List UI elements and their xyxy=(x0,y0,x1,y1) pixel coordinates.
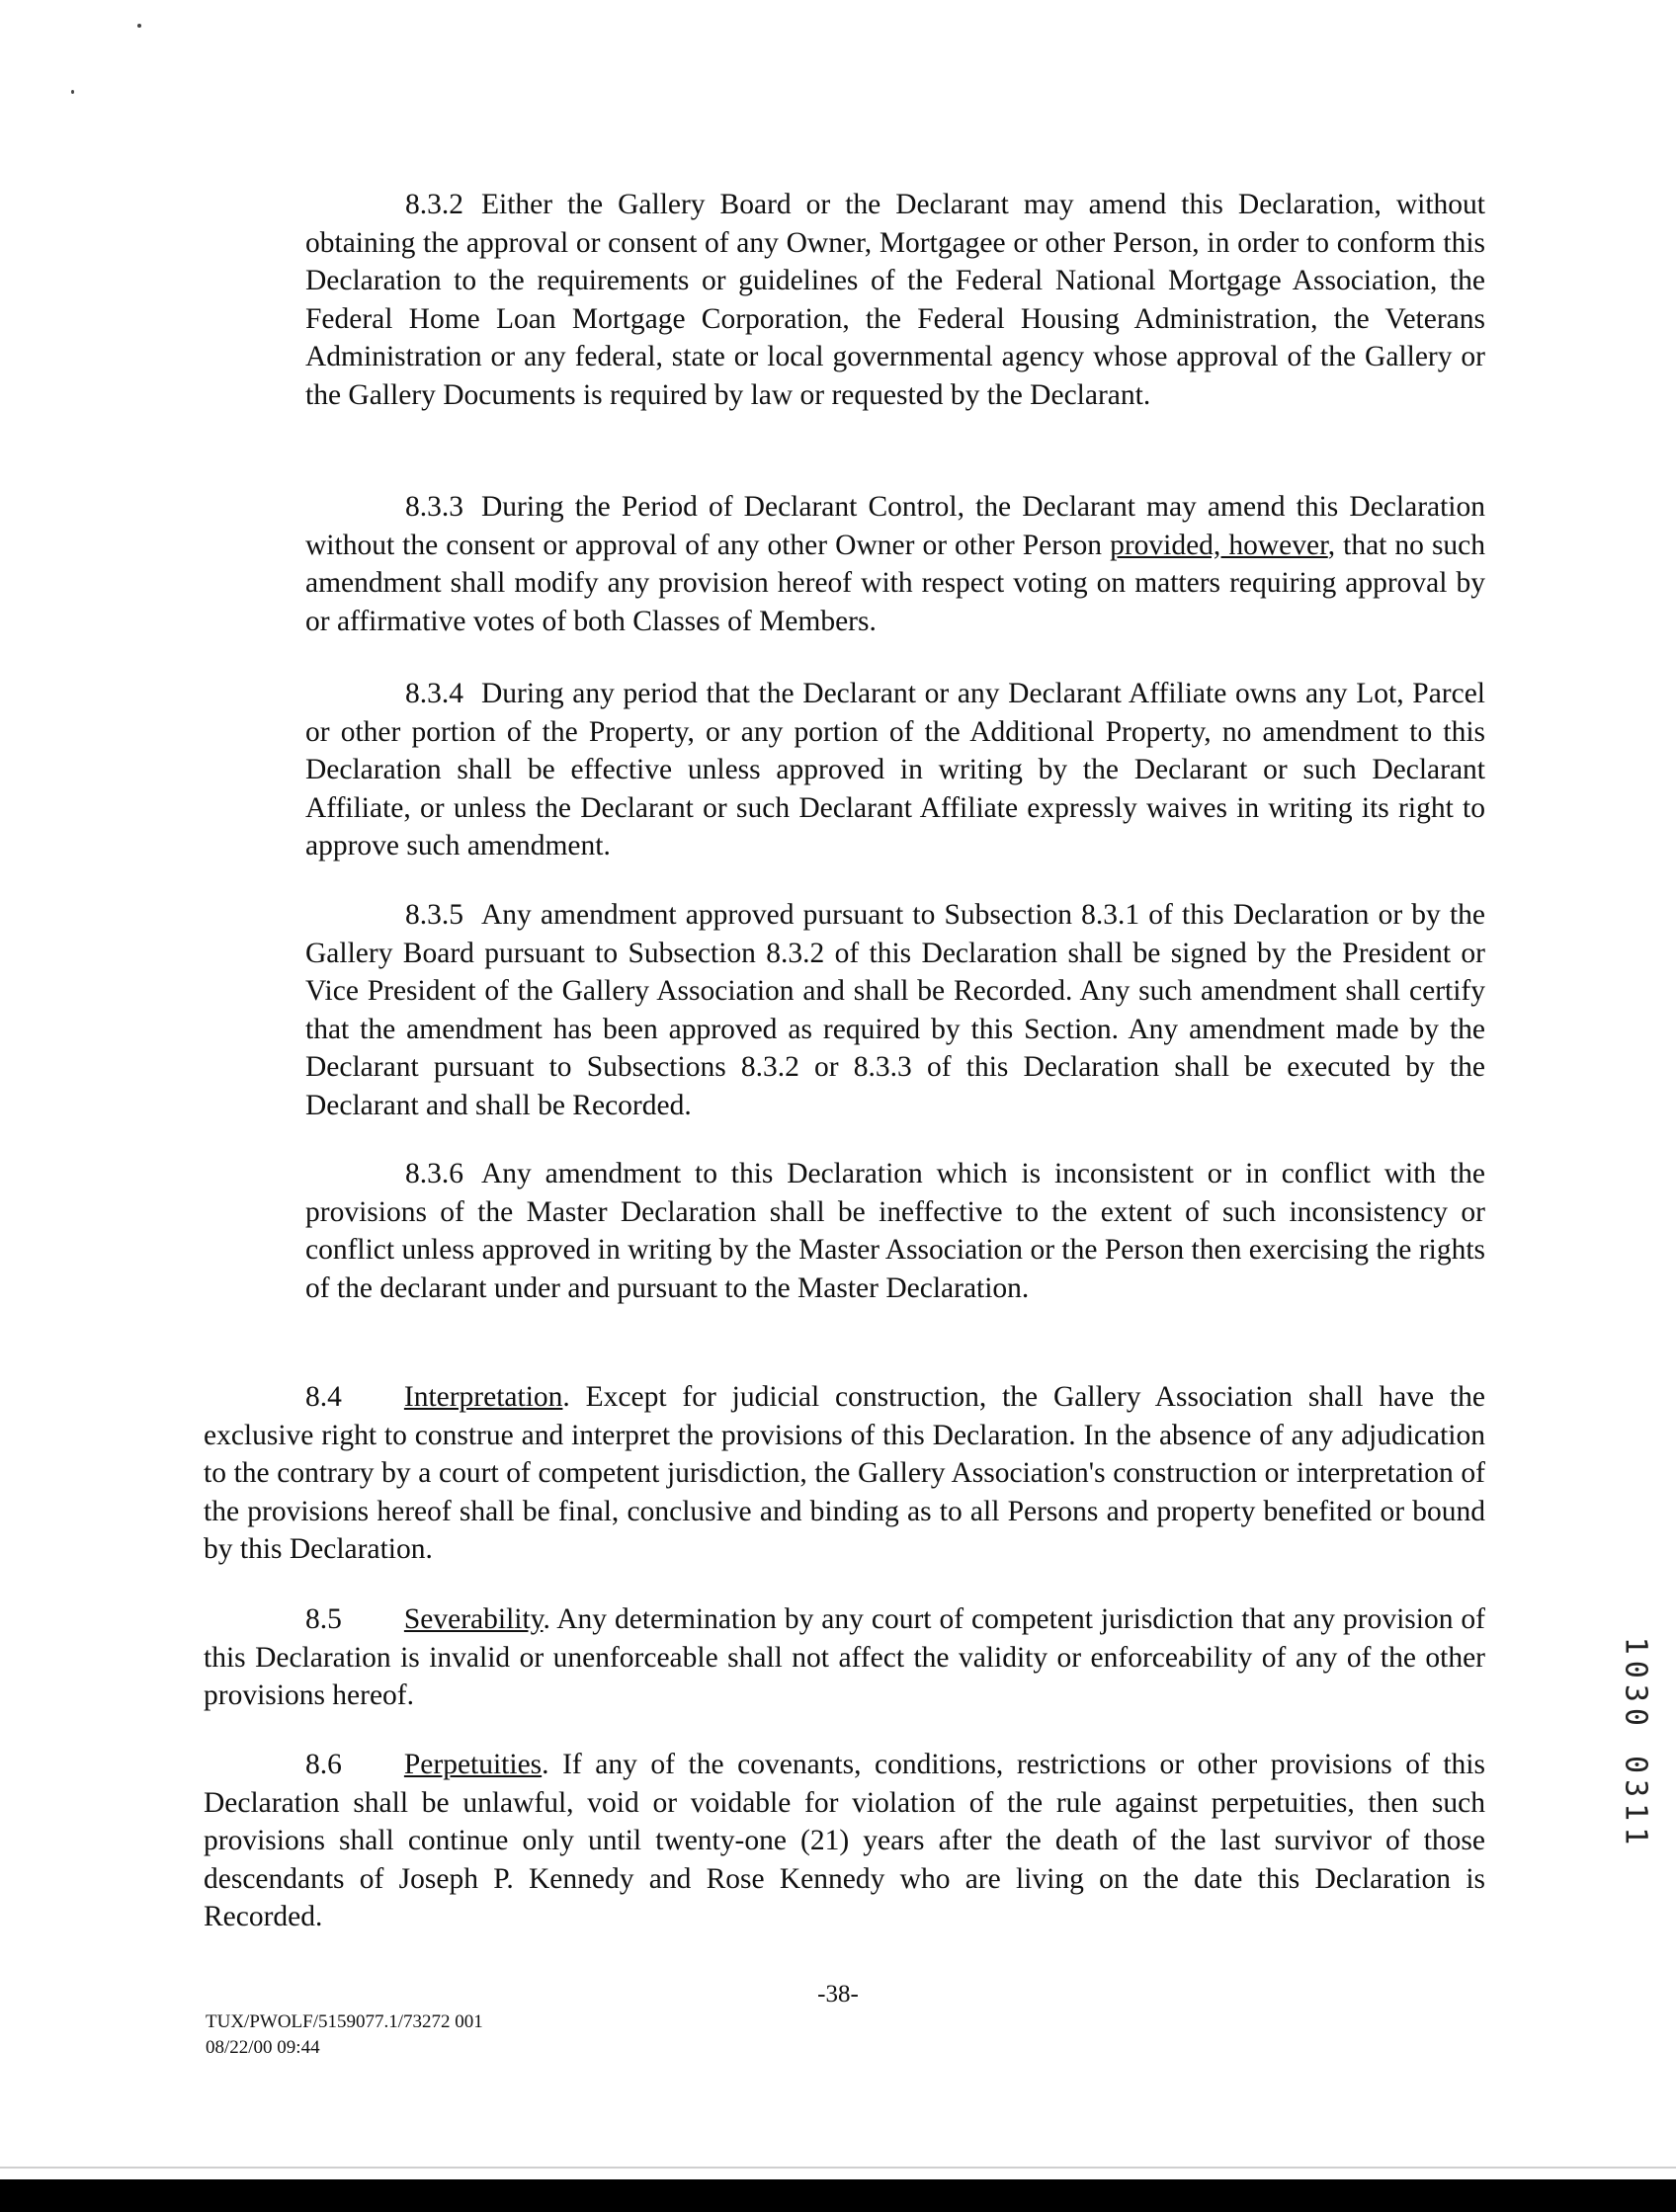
paragraph-8-3-3 xyxy=(305,488,1485,640)
paragraph-text: . Except for judicial construction, the Gallery Association shall have the exclusive right to construe and interpret the provisions of this Declaration. In the absence of any adjudication to the contrary by a court of competent jurisdiction, the Gallery Association's construction or interpretation of the provisions hereof shall be final, conclusive and binding as to all Persons and property benefited or bound by this Declaration. xyxy=(204,1381,1485,1566)
paragraph-text: Either the Gallery Board or the Declarant may amend this Declaration, without obtaining the approval or consent of any Owner, Mortgagee or other Person, in order to conform this Declaration to the requirements or guidelines of the Federal National Mortgage Association, the Federal Home Loan Mortgage Corporation, the Federal Housing Administration, the Veterans Administration or any federal, state or local governmental agency whose approval of the Gallery or the Gallery Documents is required by law or requested by the Declarant. xyxy=(305,189,1485,411)
section-number: 8.3.6 xyxy=(405,1158,463,1189)
page-number: -38- xyxy=(817,1981,859,2007)
paragraph-text: , that no such amendment shall modify any provision hereof with respect voting on matters requiring approval by or affirmative votes of both Classes of Members. xyxy=(305,529,1486,637)
section-number: 8.5 xyxy=(305,1603,342,1635)
section-number: 8.4 xyxy=(305,1381,342,1413)
paragraph-8-5 xyxy=(204,1600,1485,1715)
section-number: 8.3.2 xyxy=(405,189,463,220)
scan-artifact-line xyxy=(0,2167,1676,2169)
paragraph-8-4 xyxy=(204,1378,1485,1569)
paragraph-text: . Any determination by any court of competent jurisdiction that any provision of this Declaration is invalid or unenforceable shall not affect the validity or enforceability of any of the other provisions hereof. xyxy=(204,1603,1485,1712)
underlined-term: provided, however xyxy=(1110,529,1328,561)
section-heading: Perpetuities xyxy=(403,1749,543,1780)
document-id: TUX/PWOLF/5159077.1/73272 001 xyxy=(206,2011,483,2032)
margin-stamp: 1030 0311 xyxy=(1618,1636,1653,1851)
section-number: 8.3.4 xyxy=(405,678,463,709)
paragraph-text: Any amendment approved pursuant to Subsection 8.3.1 of this Declaration or by the Gallery Board pursuant to Subsection 8.3.2 of this Declaration shall be signed by the President or Vice President of the Gallery Association and shall be Recorded. Any such amendment shall certify that the amendment has been approved as required by this Section. Any amendment made by the Declarant pursuant to Subsections 8.3.2 or 8.3.3 of this Declaration shall be executed by the Declarant and shall be Recorded. xyxy=(305,899,1485,1121)
paragraph-text: During the Period of Declarant Control, the Declarant may amend this Declaration without the consent or approval of any other Owner or other Person xyxy=(305,491,1485,561)
scan-bottom-edge xyxy=(0,2179,1676,2212)
paragraph-text: Any amendment to this Declaration which is inconsistent or in conflict with the provisions of the Master Declaration shall be ineffective to the extent of such inconsistency or conflict unless approved in writing by the Master Association or the Person then exercising the rights of the declarant under and pursuant to the Master Declaration. xyxy=(305,1158,1485,1304)
paragraph-8-6 xyxy=(204,1746,1485,1936)
section-number: 8.3.5 xyxy=(405,899,463,931)
document-footer xyxy=(206,2009,483,2061)
paragraph-8-3-2 xyxy=(305,186,1485,415)
section-number: 8.6 xyxy=(305,1749,342,1780)
scan-speck xyxy=(137,24,141,28)
document-timestamp: 08/22/00 09:44 xyxy=(206,2037,320,2058)
paragraph-8-3-4 xyxy=(305,675,1485,865)
paragraph-8-3-6 xyxy=(305,1155,1485,1307)
paragraph-text: . If any of the covenants, conditions, restrictions or other provisions of this Declaration shall be unlawful, void or voidable for violation of the rule against perpetuities, then such provisions shall continue only until twenty-one (21) years after the death of the last survivor of those descendants of Joseph P. Kennedy and Rose Kennedy who are living on the date this Declaration is Recorded. xyxy=(204,1749,1485,1933)
scan-speck xyxy=(71,90,74,94)
paragraph-8-3-5 xyxy=(305,896,1485,1125)
section-heading: Interpretation xyxy=(403,1381,563,1413)
section-heading: Severability xyxy=(403,1603,544,1635)
paragraph-text: During any period that the Declarant or any Declarant Affiliate owns any Lot, Parcel or other portion of the Property, or any portion of the Additional Property, no amendment to this Declaration shall be effective unless approved in writing by the Declarant or such Declarant Affiliate, or unless the Declarant or such Declarant Affiliate expressly waives in writing its right to approve such amendment. xyxy=(305,678,1485,862)
section-number: 8.3.3 xyxy=(405,491,463,523)
